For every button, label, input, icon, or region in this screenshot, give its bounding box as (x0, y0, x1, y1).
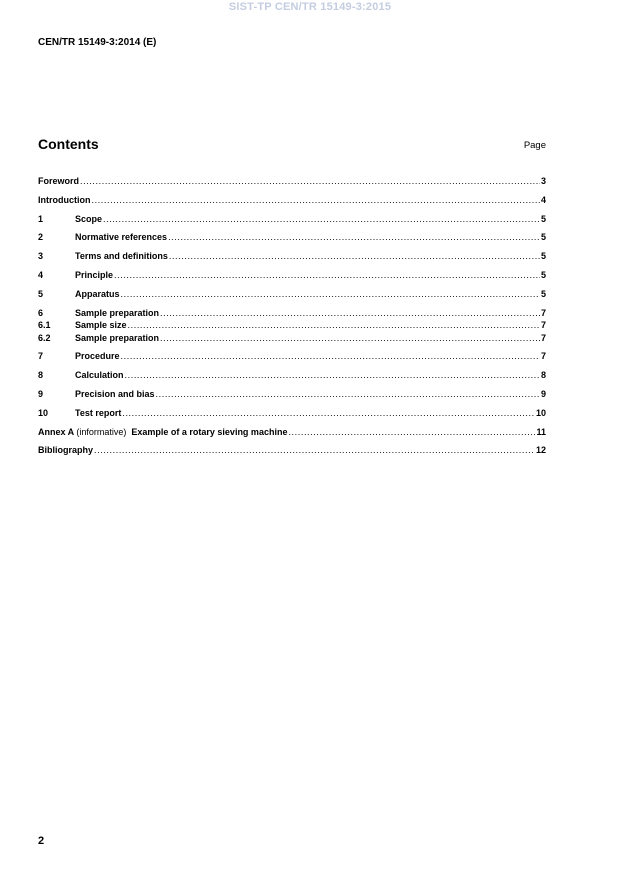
toc-entry-page: 12 (535, 445, 546, 456)
toc-entry-page: 7 (540, 332, 546, 343)
toc-entry-number: 10 (38, 407, 49, 418)
toc-leader-dots (128, 319, 540, 332)
toc-entry-scope[interactable] (38, 213, 546, 226)
toc-entry-principle[interactable] (38, 269, 546, 282)
toc-entry-title: Sample preparation (75, 307, 160, 318)
toc-entry-title: Sample preparation (75, 332, 160, 343)
table-of-contents (38, 175, 546, 457)
toc-entry-number: 6 (38, 307, 44, 318)
toc-entry-page: 3 (540, 176, 546, 186)
page-number: 2 (38, 835, 45, 847)
toc-entry-page: 5 (540, 232, 546, 243)
toc-entry-title: Test report (75, 407, 122, 418)
toc-entry-annex-a[interactable] (38, 426, 546, 439)
toc-leader-dots (168, 231, 540, 244)
toc-entry-page: 7 (540, 320, 546, 331)
toc-entry-test-report[interactable] (38, 407, 546, 420)
toc-entry-title: Bibliography (38, 445, 94, 456)
toc-entry-title: Terms and definitions (75, 251, 168, 262)
toc-entry-number: 8 (38, 370, 44, 381)
toc-leader-dots (160, 307, 540, 320)
toc-leader-dots (103, 213, 540, 226)
annex-qualifier: (informative) (76, 426, 127, 437)
toc-entry-introduction[interactable] (38, 194, 546, 207)
toc-entry-title: Normative references (75, 232, 168, 243)
toc-entry-number: 9 (38, 388, 44, 399)
toc-entry-page: 5 (540, 251, 546, 262)
toc-entry-page: 4 (540, 194, 546, 205)
annex-label: Annex A (38, 426, 74, 437)
toc-entry-procedure[interactable] (38, 350, 546, 363)
document-identifier: CEN/TR 15149-3:2014 (E) (38, 37, 157, 48)
toc-entry-page: 11 (536, 426, 546, 437)
toc-leader-dots (169, 250, 540, 263)
toc-entry-title: Principle (75, 269, 114, 280)
toc-entry-title: Apparatus (75, 288, 120, 299)
toc-entry-page: 7 (540, 307, 546, 318)
toc-leader-dots (121, 350, 540, 363)
toc-leader-dots (125, 369, 540, 382)
page-column-label: Page (523, 140, 546, 151)
toc-leader-dots (80, 175, 540, 188)
toc-entry-page: 7 (540, 351, 546, 362)
toc-entry-terms-and-definitions[interactable] (38, 250, 546, 263)
toc-leader-dots (94, 444, 535, 457)
watermark: SIST-TP CEN/TR 15149-3:2015 (228, 1, 392, 13)
toc-leader-dots (156, 388, 540, 401)
toc-leader-dots (121, 288, 540, 301)
toc-entry-number: 5 (38, 288, 44, 299)
toc-leader-dots (122, 407, 535, 420)
toc-entry-title: Sample size (75, 320, 127, 331)
toc-leader-dots (92, 194, 540, 207)
toc-entry-page: 5 (540, 213, 546, 224)
toc-leader-dots (114, 269, 540, 282)
toc-entry-precision-and-bias[interactable] (38, 388, 546, 401)
toc-entry-title: Calculation (75, 370, 124, 381)
toc-entry-title: Scope (75, 213, 103, 224)
toc-entry-number: 3 (38, 251, 44, 262)
toc-entry-title: Foreword (38, 176, 80, 186)
toc-entry-title: Precision and bias (75, 388, 155, 399)
toc-entry-title-group (38, 426, 287, 439)
toc-entry-number: 2 (38, 232, 44, 243)
toc-entry-number: 7 (38, 351, 44, 362)
toc-entry-title: Procedure (75, 351, 120, 362)
toc-leader-dots (288, 426, 535, 439)
toc-entry-title: Introduction (38, 194, 91, 205)
toc-entry-bibliography[interactable] (38, 444, 546, 457)
toc-entry-page: 5 (540, 269, 546, 280)
toc-entry-sample-size[interactable] (38, 319, 546, 332)
toc-entry-title: Example of a rotary sieving machine (131, 426, 288, 437)
toc-entry-number: 6.1 (38, 320, 51, 331)
contents-heading: Contents (38, 136, 99, 152)
toc-entry-page: 10 (535, 407, 546, 418)
toc-leader-dots (160, 332, 540, 345)
toc-entry-normative-references[interactable] (38, 231, 546, 244)
toc-entry-page: 5 (540, 288, 546, 299)
toc-entry-page: 9 (540, 388, 546, 399)
toc-entry-sample-preparation-sub[interactable] (38, 332, 546, 345)
toc-entry-foreword[interactable] (38, 175, 546, 188)
toc-entry-number: 4 (38, 269, 44, 280)
toc-entry-apparatus[interactable] (38, 288, 546, 301)
toc-entry-number: 1 (38, 213, 44, 224)
toc-entry-sample-preparation[interactable] (38, 307, 546, 320)
toc-entry-calculation[interactable] (38, 369, 546, 382)
toc-entry-number: 6.2 (38, 332, 51, 343)
toc-entry-page: 8 (540, 370, 546, 381)
